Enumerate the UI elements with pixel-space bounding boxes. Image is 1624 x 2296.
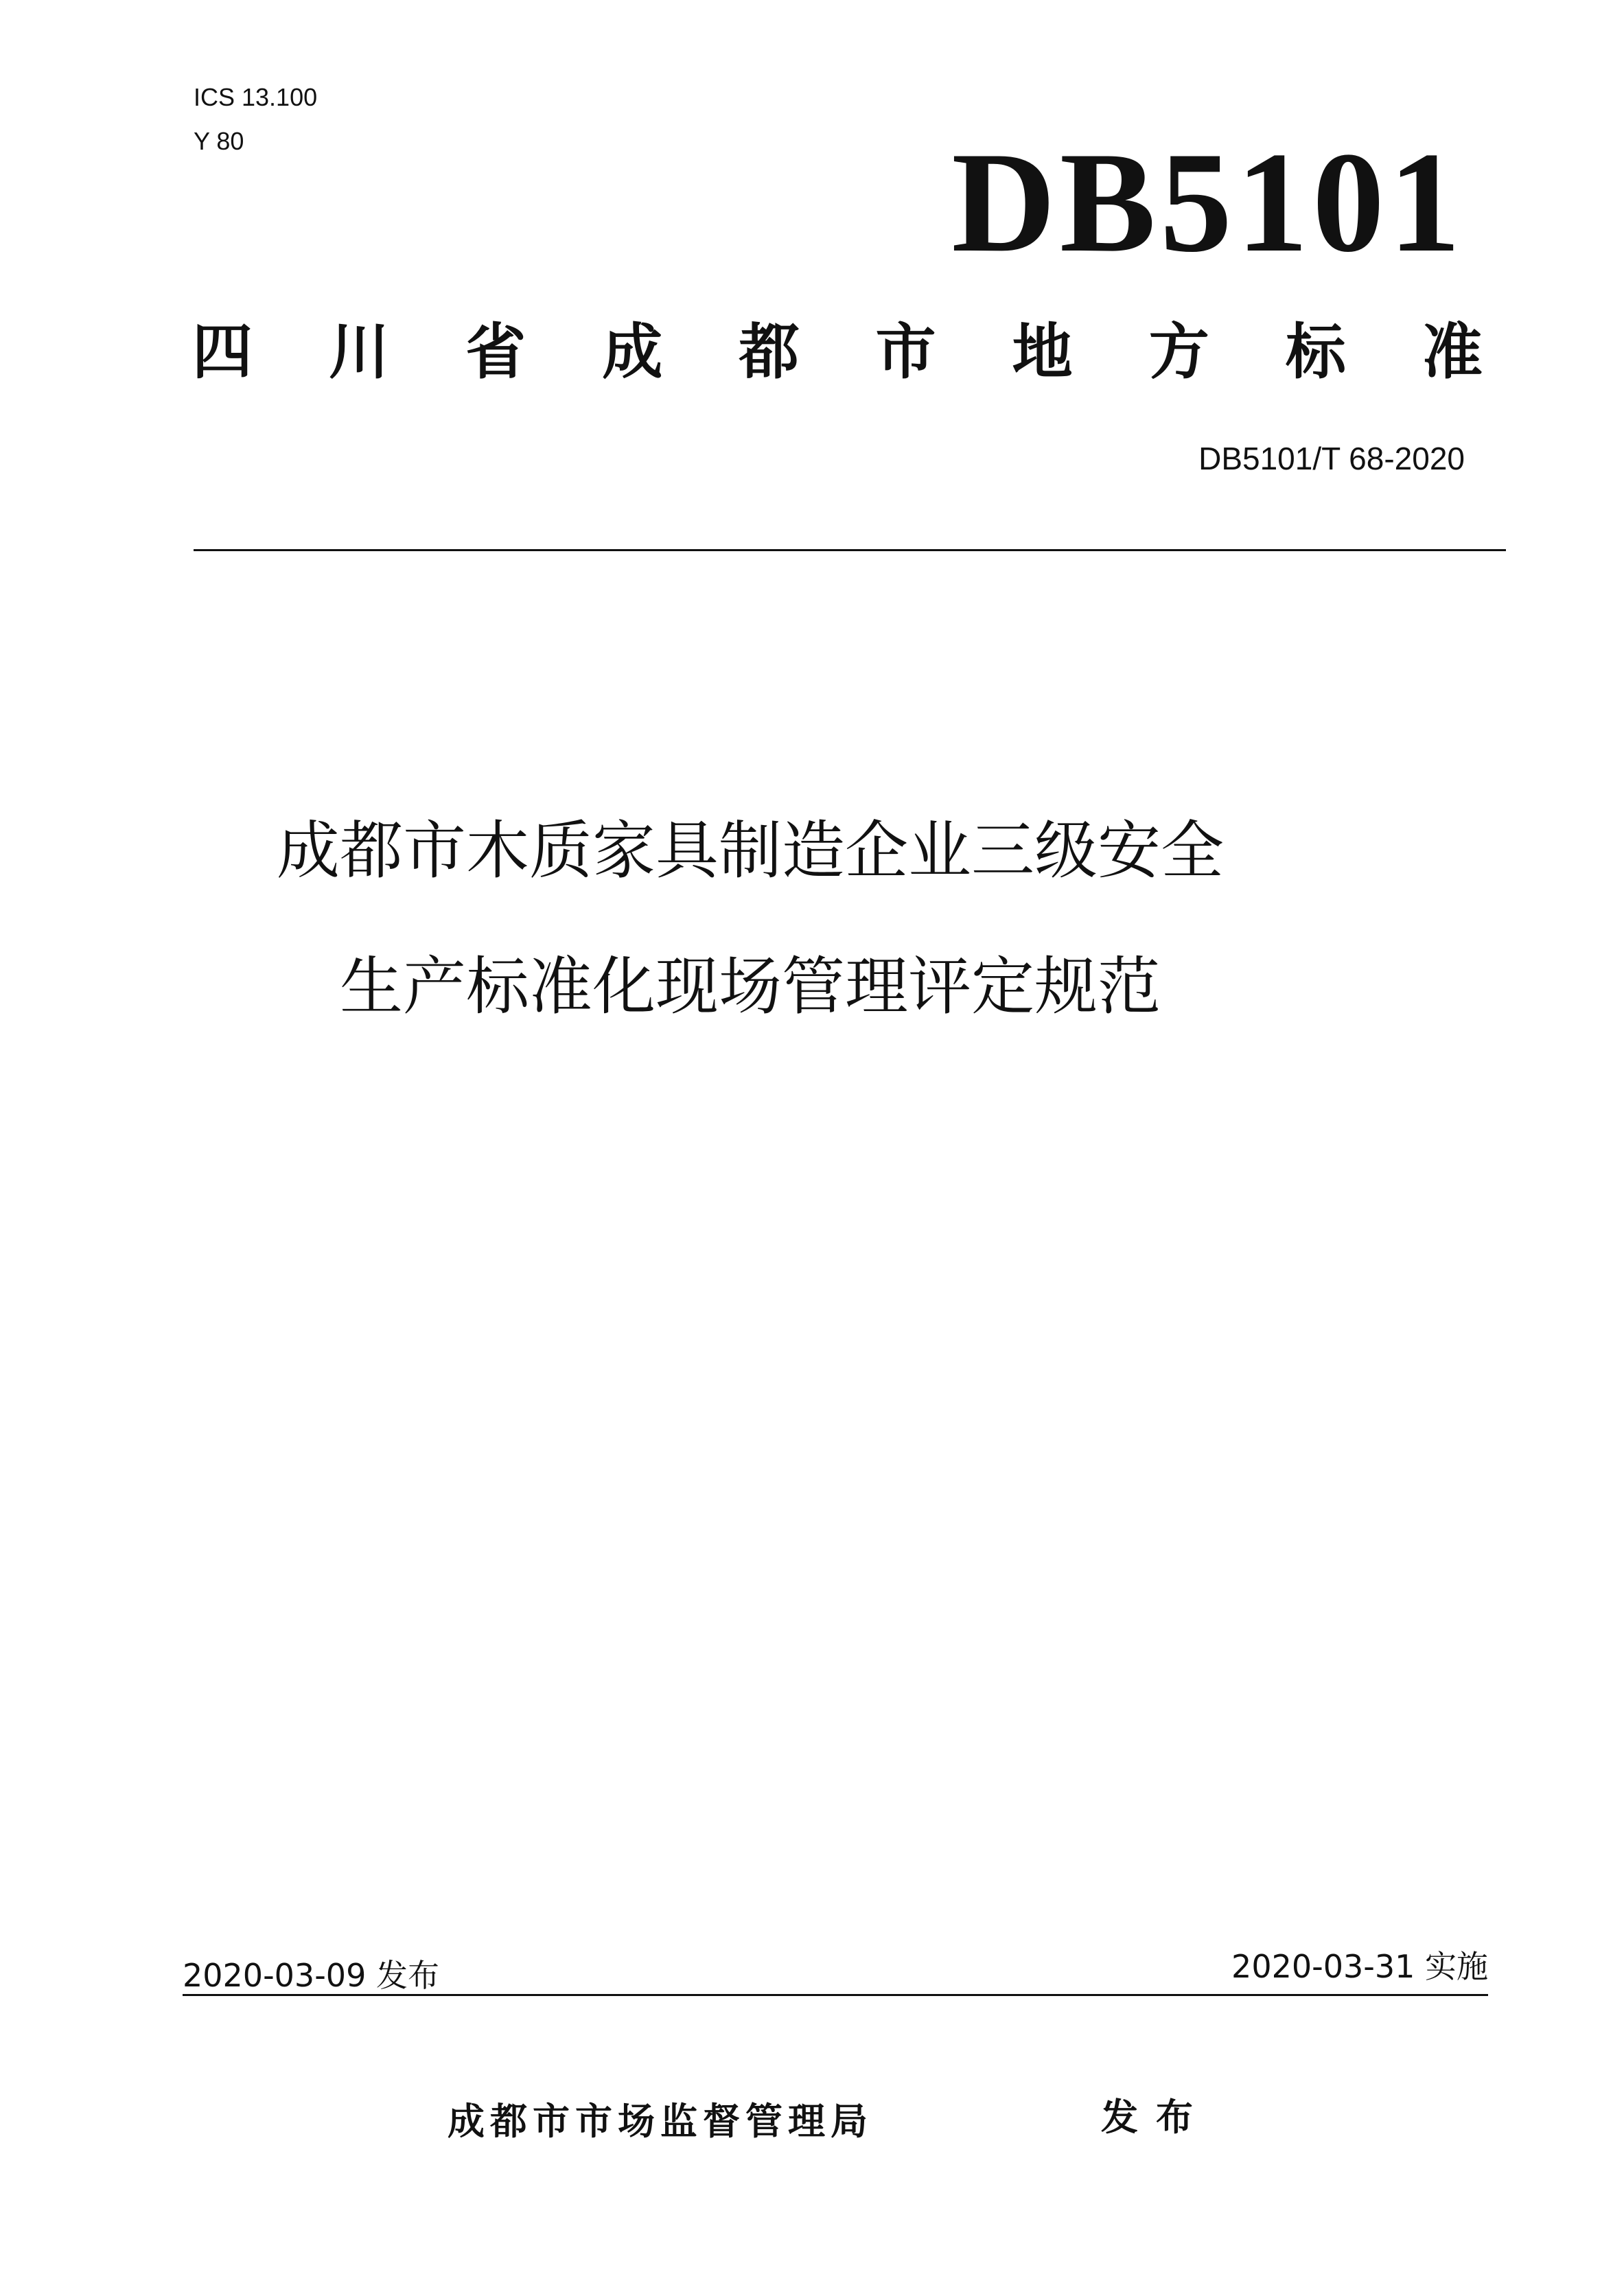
issuing-authority: 成都市市场监督管理局 (448, 2100, 873, 2143)
standard-type-char: 标 (1285, 316, 1346, 387)
bottom-divider (183, 1994, 1488, 1996)
issue-date: 2020-03-09 发布 (183, 1957, 439, 1994)
standard-type-char: 川 (329, 316, 390, 387)
standard-type-char: 都 (739, 316, 800, 387)
ccs-code: Y 80 (194, 127, 244, 155)
standard-code-logo: DB5101 (951, 123, 1465, 282)
standard-type-heading (192, 314, 1483, 390)
document-title-line-1: 成都市木质家具制造企业三级安全 (276, 814, 1224, 888)
implementation-date: 2020-03-31 实施 (1231, 1948, 1488, 1985)
standard-type-char: 市 (875, 316, 936, 387)
top-divider (194, 549, 1506, 551)
standard-number: DB5101/T 68-2020 (1198, 441, 1465, 476)
standard-type-char: 地 (1012, 316, 1073, 387)
standard-type-char: 四 (192, 316, 253, 387)
document-title-line-2: 生产标准化现场管理评定规范 (339, 950, 1161, 1023)
issuing-label: 发布 (1101, 2096, 1211, 2139)
standard-type-char: 方 (1148, 316, 1209, 387)
standard-type-char: 成 (602, 316, 663, 387)
standard-type-char: 省 (465, 316, 526, 387)
ics-code: ICS 13.100 (194, 83, 318, 111)
standard-type-char: 准 (1422, 316, 1483, 387)
